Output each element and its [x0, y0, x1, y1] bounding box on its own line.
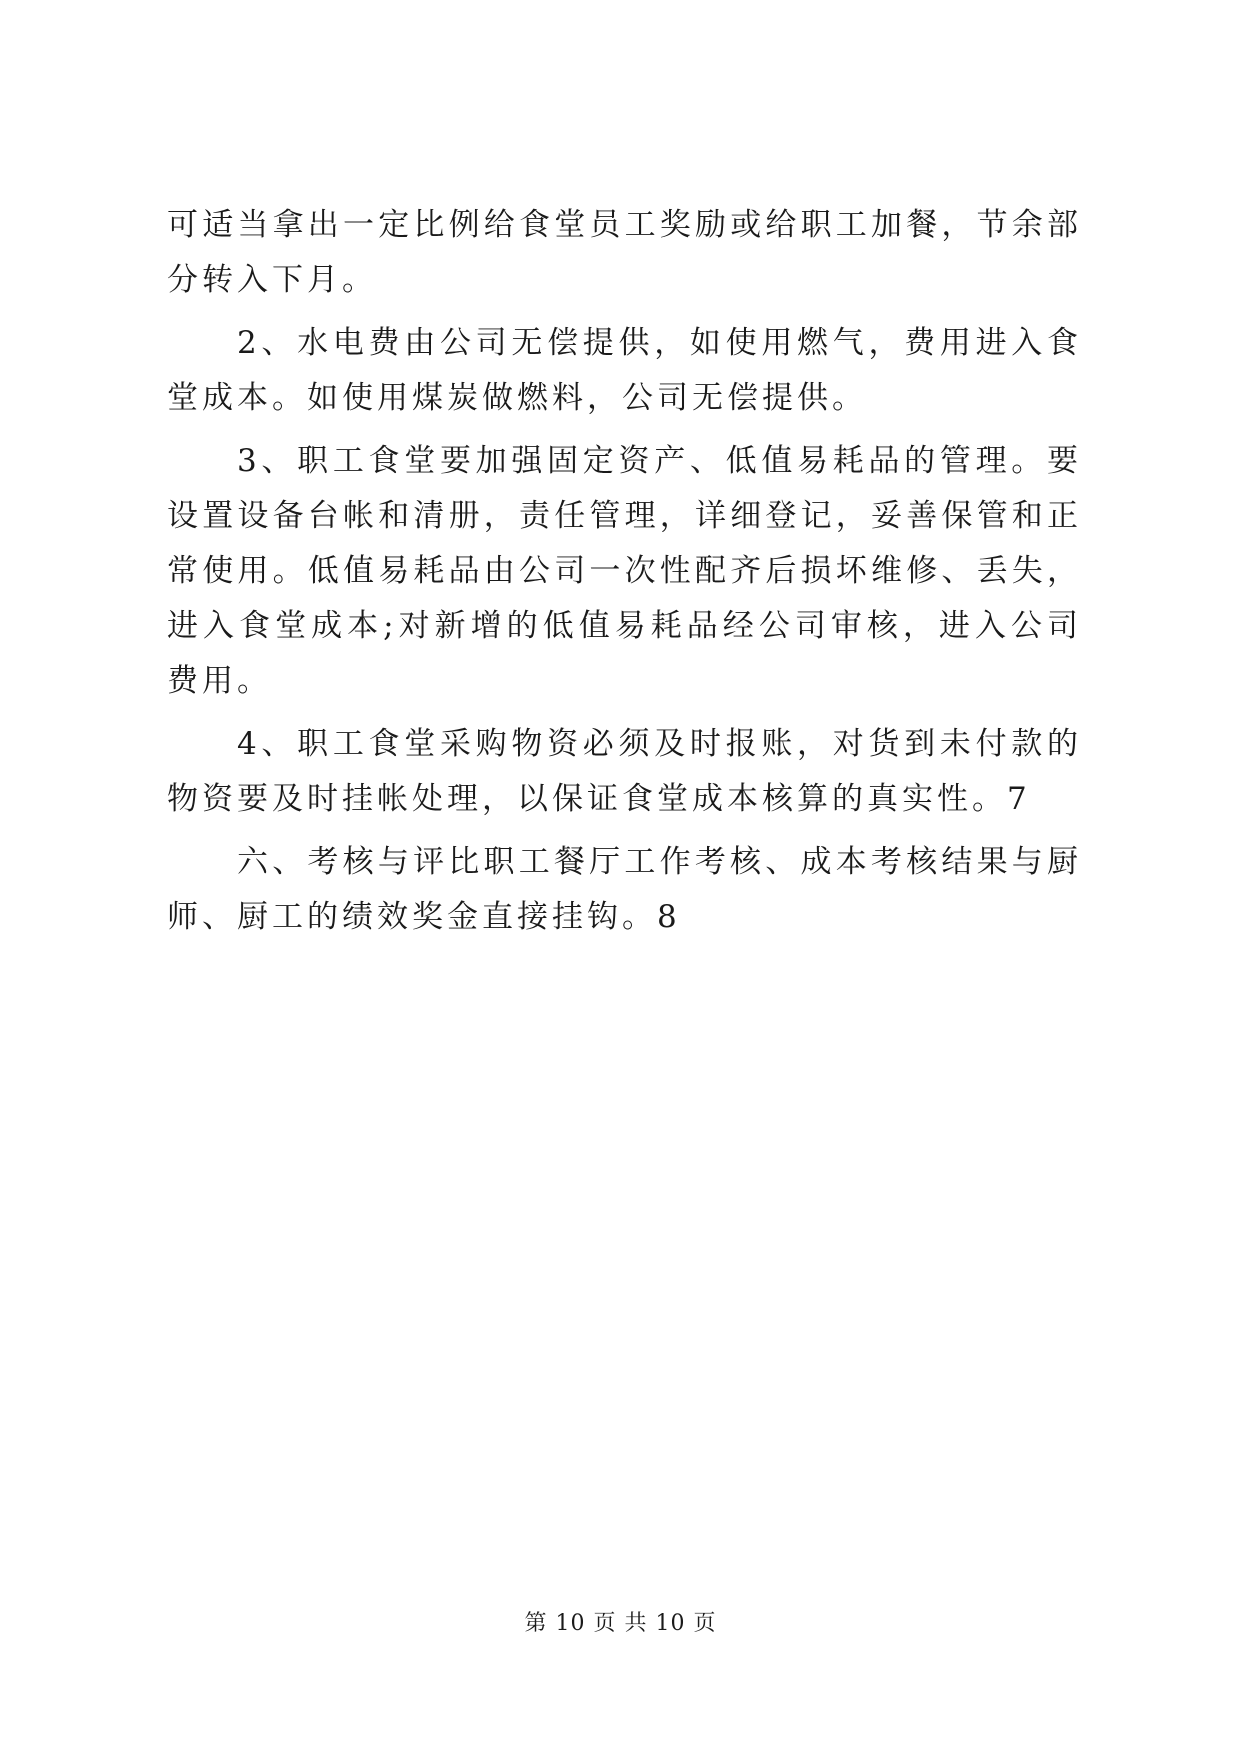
- paragraph-continuation: 可适当拿出一定比例给食堂员工奖励或给职工加餐，节余部分转入下月。: [167, 207, 1082, 298]
- document-body: [167, 198, 1082, 953]
- paragraph-item-4: 4、职工食堂采购物资必须及时报账，对货到未付款的物资要及时挂帐处理，以保证食堂成本核算的真实性。7: [167, 726, 1082, 817]
- paragraph-item-2: 2、水电费由公司无偿提供，如使用燃气，费用进入食堂成本。如使用煤炭做燃料，公司无偿提供。: [167, 325, 1082, 416]
- paragraph-item-3: 3、职工食堂要加强固定资产、低值易耗品的管理。要设置设备台帐和清册，责任管理，详细登记，妥善保管和正常使用。低值易耗品由公司一次性配齐后损坏维修、丢失，进入食堂成本;对新增的低值易耗品经公司审核，进入公司费用。: [167, 443, 1082, 699]
- paragraph-section-6: 六、考核与评比职工餐厅工作考核、成本考核结果与厨师、厨工的绩效奖金直接挂钩。8: [167, 844, 1082, 935]
- page-number-footer: 第 10 页 共 10 页: [524, 1611, 717, 1636]
